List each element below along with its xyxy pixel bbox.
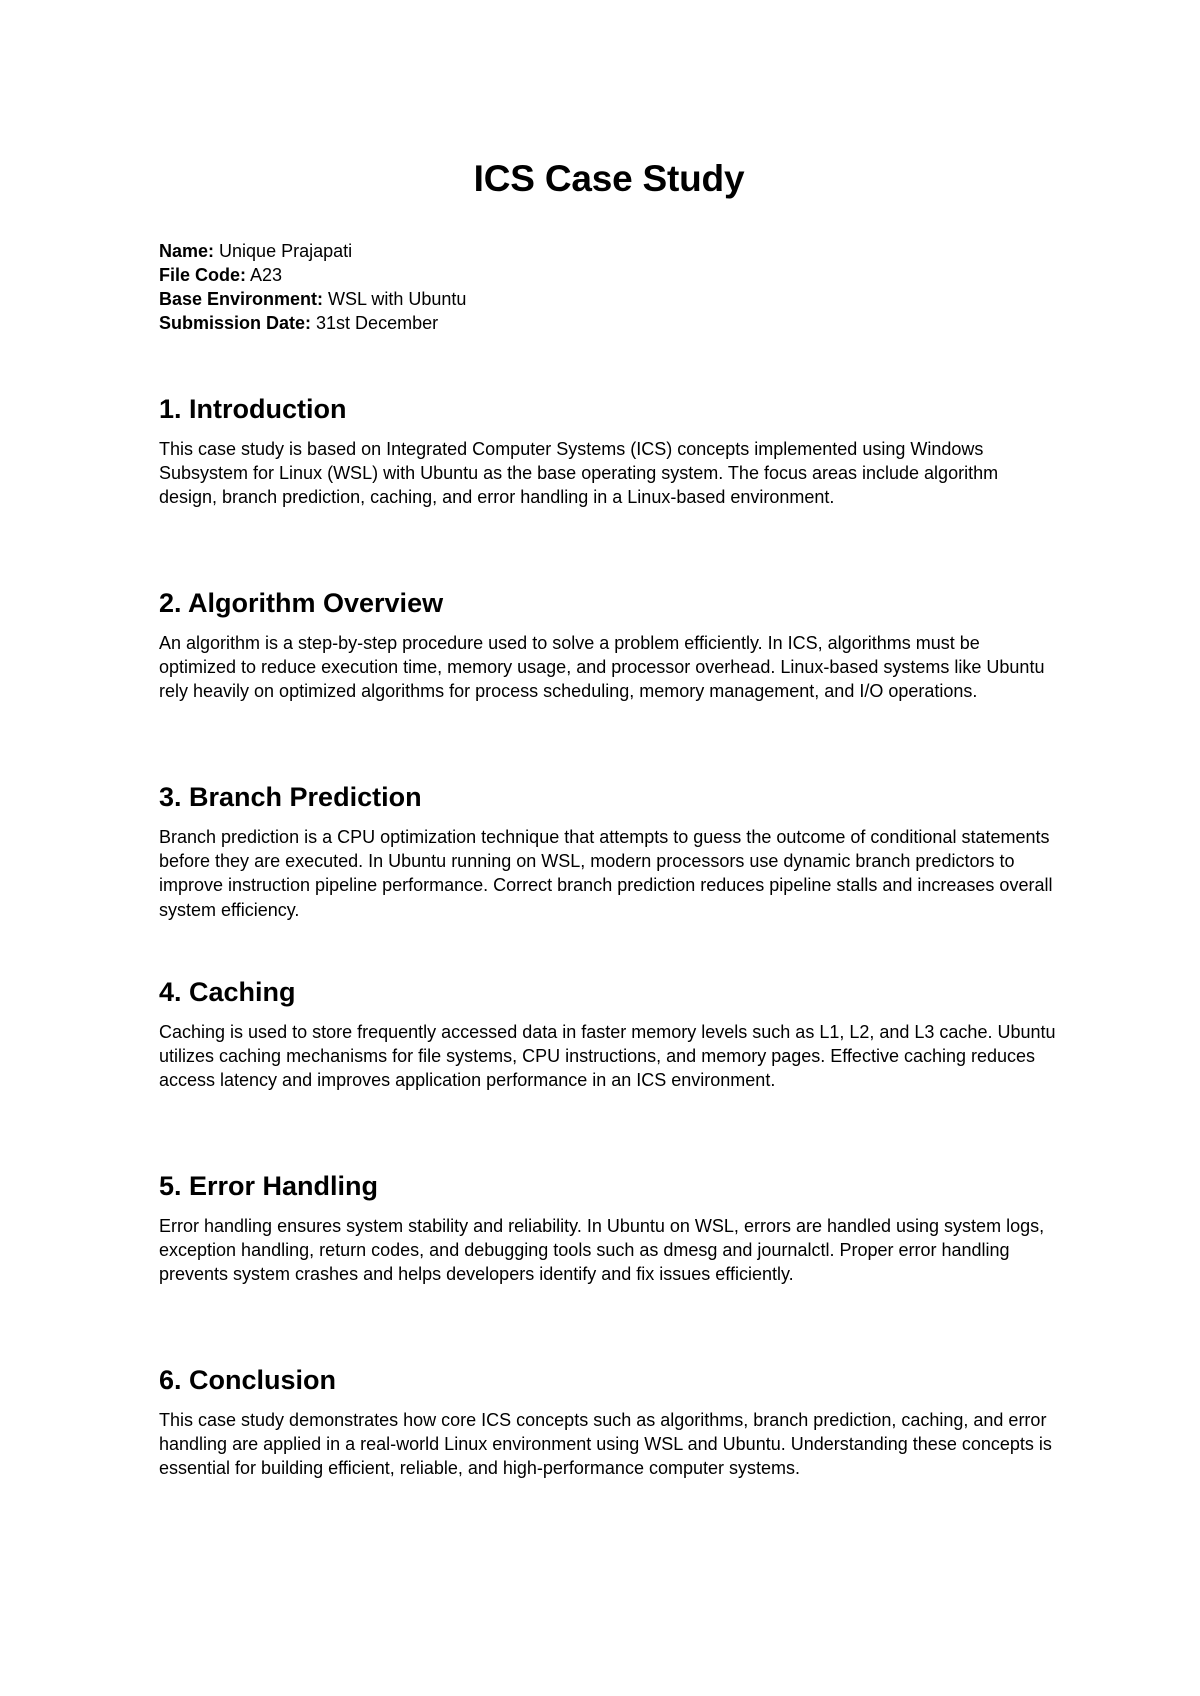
- section-body: Branch prediction is a CPU optimization technique that attempts to guess the outcome of conditional statements before they are executed. In Ubuntu running on WSL, modern processors use dynamic branch predictors to improve instruction pipeline performance. Correct branch prediction reduces pipeline stalls and increases overall system efficiency.: [159, 827, 1053, 920]
- meta-label: Name:: [159, 241, 215, 261]
- section-body: This case study demonstrates how core ICS concepts such as algorithms, branch prediction, caching, and error handling are applied in a real-world Linux environment using WSL and Ubuntu. Understanding these concepts is essential for building efficient, reliable, and high-performance computer systems.: [159, 1410, 1052, 1479]
- meta-file-code: [159, 263, 1059, 287]
- section-body: This case study is based on Integrated Computer Systems (ICS) concepts implemented using Windows Subsystem for Linux (WSL) with Ubuntu as the base operating system. The focus areas include algorithm design, branch prediction, caching, and error handling in a Linux-based environment.: [159, 439, 999, 508]
- section-heading: 5. Error Handling: [159, 1171, 379, 1201]
- section-heading: 4. Caching: [159, 977, 296, 1007]
- meta-label: Base Environment:: [159, 289, 324, 309]
- section-heading: 3. Branch Prediction: [159, 782, 422, 812]
- section-body: Caching is used to store frequently accessed data in faster memory levels such as L1, L2, and L3 cache. Ubuntu utilizes caching mechanisms for file systems, CPU instructions, and memory pages. Effective caching reduces access latency and improves application performance in an ICS environment.: [159, 1022, 1056, 1091]
- meta-submission-date: [159, 311, 1059, 335]
- meta-value: 31st December: [311, 313, 439, 333]
- section-introduction: [159, 393, 1059, 510]
- document-title: ICS Case Study: [473, 158, 745, 199]
- section-branch-prediction: [159, 781, 1059, 922]
- meta-name: [159, 239, 1059, 263]
- meta-label: Submission Date:: [159, 313, 312, 333]
- document-meta: [159, 239, 1059, 335]
- meta-value: Unique Prajapati: [214, 241, 353, 261]
- section-heading: 1. Introduction: [159, 394, 347, 424]
- section-body: An algorithm is a step-by-step procedure used to solve a problem efficiently. In ICS, algorithms must be optimized to reduce execution time, memory usage, and processor overhead. Linux-based systems like Ubuntu rely heavily on optimized algorithms for process scheduling, memory management, and I/O operations.: [159, 633, 1045, 702]
- document-page: [159, 0, 1059, 1696]
- section-caching: [159, 976, 1059, 1093]
- meta-label: File Code:: [159, 265, 247, 285]
- section-heading: 2. Algorithm Overview: [159, 588, 444, 618]
- section-body: Error handling ensures system stability and reliability. In Ubuntu on WSL, errors are handled using system logs, exception handling, return codes, and debugging tools such as dmesg and journalctl. Proper error handling prevents system crashes and helps developers identify and fix issues efficiently.: [159, 1216, 1045, 1285]
- meta-value: WSL with Ubuntu: [323, 289, 467, 309]
- section-conclusion: [159, 1364, 1059, 1481]
- section-heading: 6. Conclusion: [159, 1365, 337, 1395]
- meta-value: A23: [246, 265, 283, 285]
- section-error-handling: [159, 1170, 1059, 1287]
- meta-base-environment: [159, 287, 1059, 311]
- section-algorithm-overview: [159, 587, 1059, 704]
